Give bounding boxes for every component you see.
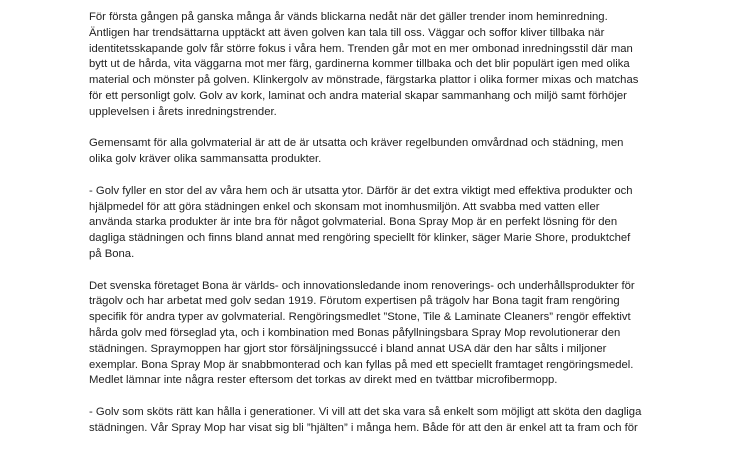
- text-line: städningen. Vår Spray Mop har visat sig bli ”hjälten” i många hem. Både för att den är enkel att ta fram och för: [89, 421, 638, 434]
- document-body: [89, 10, 659, 452]
- text-line: bytt ut de hårda, vita väggarna mot mer färg, gardinerna kommer tillbaka och det blir populärt igen med olika: [89, 58, 630, 71]
- text-line: - Golv som sköts rätt kan hålla i generationer. Vi vill att det ska vara så enkelt som möjligt att sköta den dagliga: [89, 405, 642, 418]
- text-line: - Golv fyller en stor del av våra hem och är utsatta ytor. Därför är det extra viktigt med effektiva produkter och: [89, 184, 633, 197]
- paragraph-common: [89, 136, 659, 168]
- text-line: olika golv kräver olika sammansatta produkter.: [89, 153, 322, 166]
- text-line: städningen. Spraymoppen har gjort stor försäljningssuccé i bland annat USA där den har sålts i miljoner: [89, 342, 607, 355]
- text-line: använda starka produkter är inte bra för något golvmaterial. Bona Spray Mop är en perfekt lösning för den: [89, 216, 618, 229]
- text-line: hjälpmedel för att göra städningen enkel och skonsam mot inomhusmiljön. Att svabba med vatten eller: [89, 200, 600, 213]
- paragraph-quote-shore: [89, 184, 659, 263]
- text-line: för ett personligt golv. Golv av kork, laminat och andra material skapar sammanhang och miljö samt förhöjer: [89, 89, 627, 102]
- paragraph-company: [89, 279, 659, 390]
- paragraph-trends: [89, 10, 659, 121]
- text-line: på Bona.: [89, 247, 135, 260]
- text-line: För första gången på ganska många år vänds blickarna nedåt när det gäller trender inom heminredning.: [89, 11, 608, 23]
- text-line: material och mönster på golven. Klinkergolv av mönstrade, färgstarka plattor i olika former mixas och matchas: [89, 74, 639, 87]
- text-line: identitetsskapande golv får större fokus i våra hem. Trenden går mot en mer ombonad inredningsstil där man: [89, 42, 633, 55]
- text-line: Äntligen har trendsättarna upptäckt att även golven kan tala till oss. Väggar och soffor kliver tillbaka när: [89, 26, 605, 39]
- text-line: dagliga städningen och finns bland annat med rengöring speciellt för klinker, säger Marie Shore, produktchef: [89, 232, 631, 245]
- text-line: Det svenska företaget Bona är världs- och innovationsledande inom renoverings- och underhållsprodukter för: [89, 279, 635, 292]
- text-line: Medlet lämnar inte några rester eftersom det torkas av direkt med en tvättbar microfibermopp.: [89, 374, 558, 387]
- text-line: exemplar. Bona Spray Mop är snabbmonterad och kan fyllas på med ett speciellt framtaget rengöringsmedel.: [89, 358, 634, 371]
- text-line: Gemensamt för alla golvmaterial är att de är utsatta och kräver regelbunden omvårdnad och städning, men: [89, 137, 624, 150]
- text-line: upplevelsen i årets inredningstrender.: [89, 105, 277, 118]
- paragraph-generations: [89, 405, 659, 437]
- text-line: hårda golv med förseglad yta, och i kombination med Bonas påfyllningsbara Spray Mop revolutionerar den: [89, 326, 621, 339]
- text-line: trägolv och har arbetat med golv sedan 1919. Förutom expertisen på trägolv har Bona tagit fram rengöring: [89, 295, 620, 308]
- text-line: specifik för andra typer av golvmaterial. Rengöringsmedlet ”Stone, Tile & Laminate Cleaners” rengör effektivt: [89, 311, 631, 324]
